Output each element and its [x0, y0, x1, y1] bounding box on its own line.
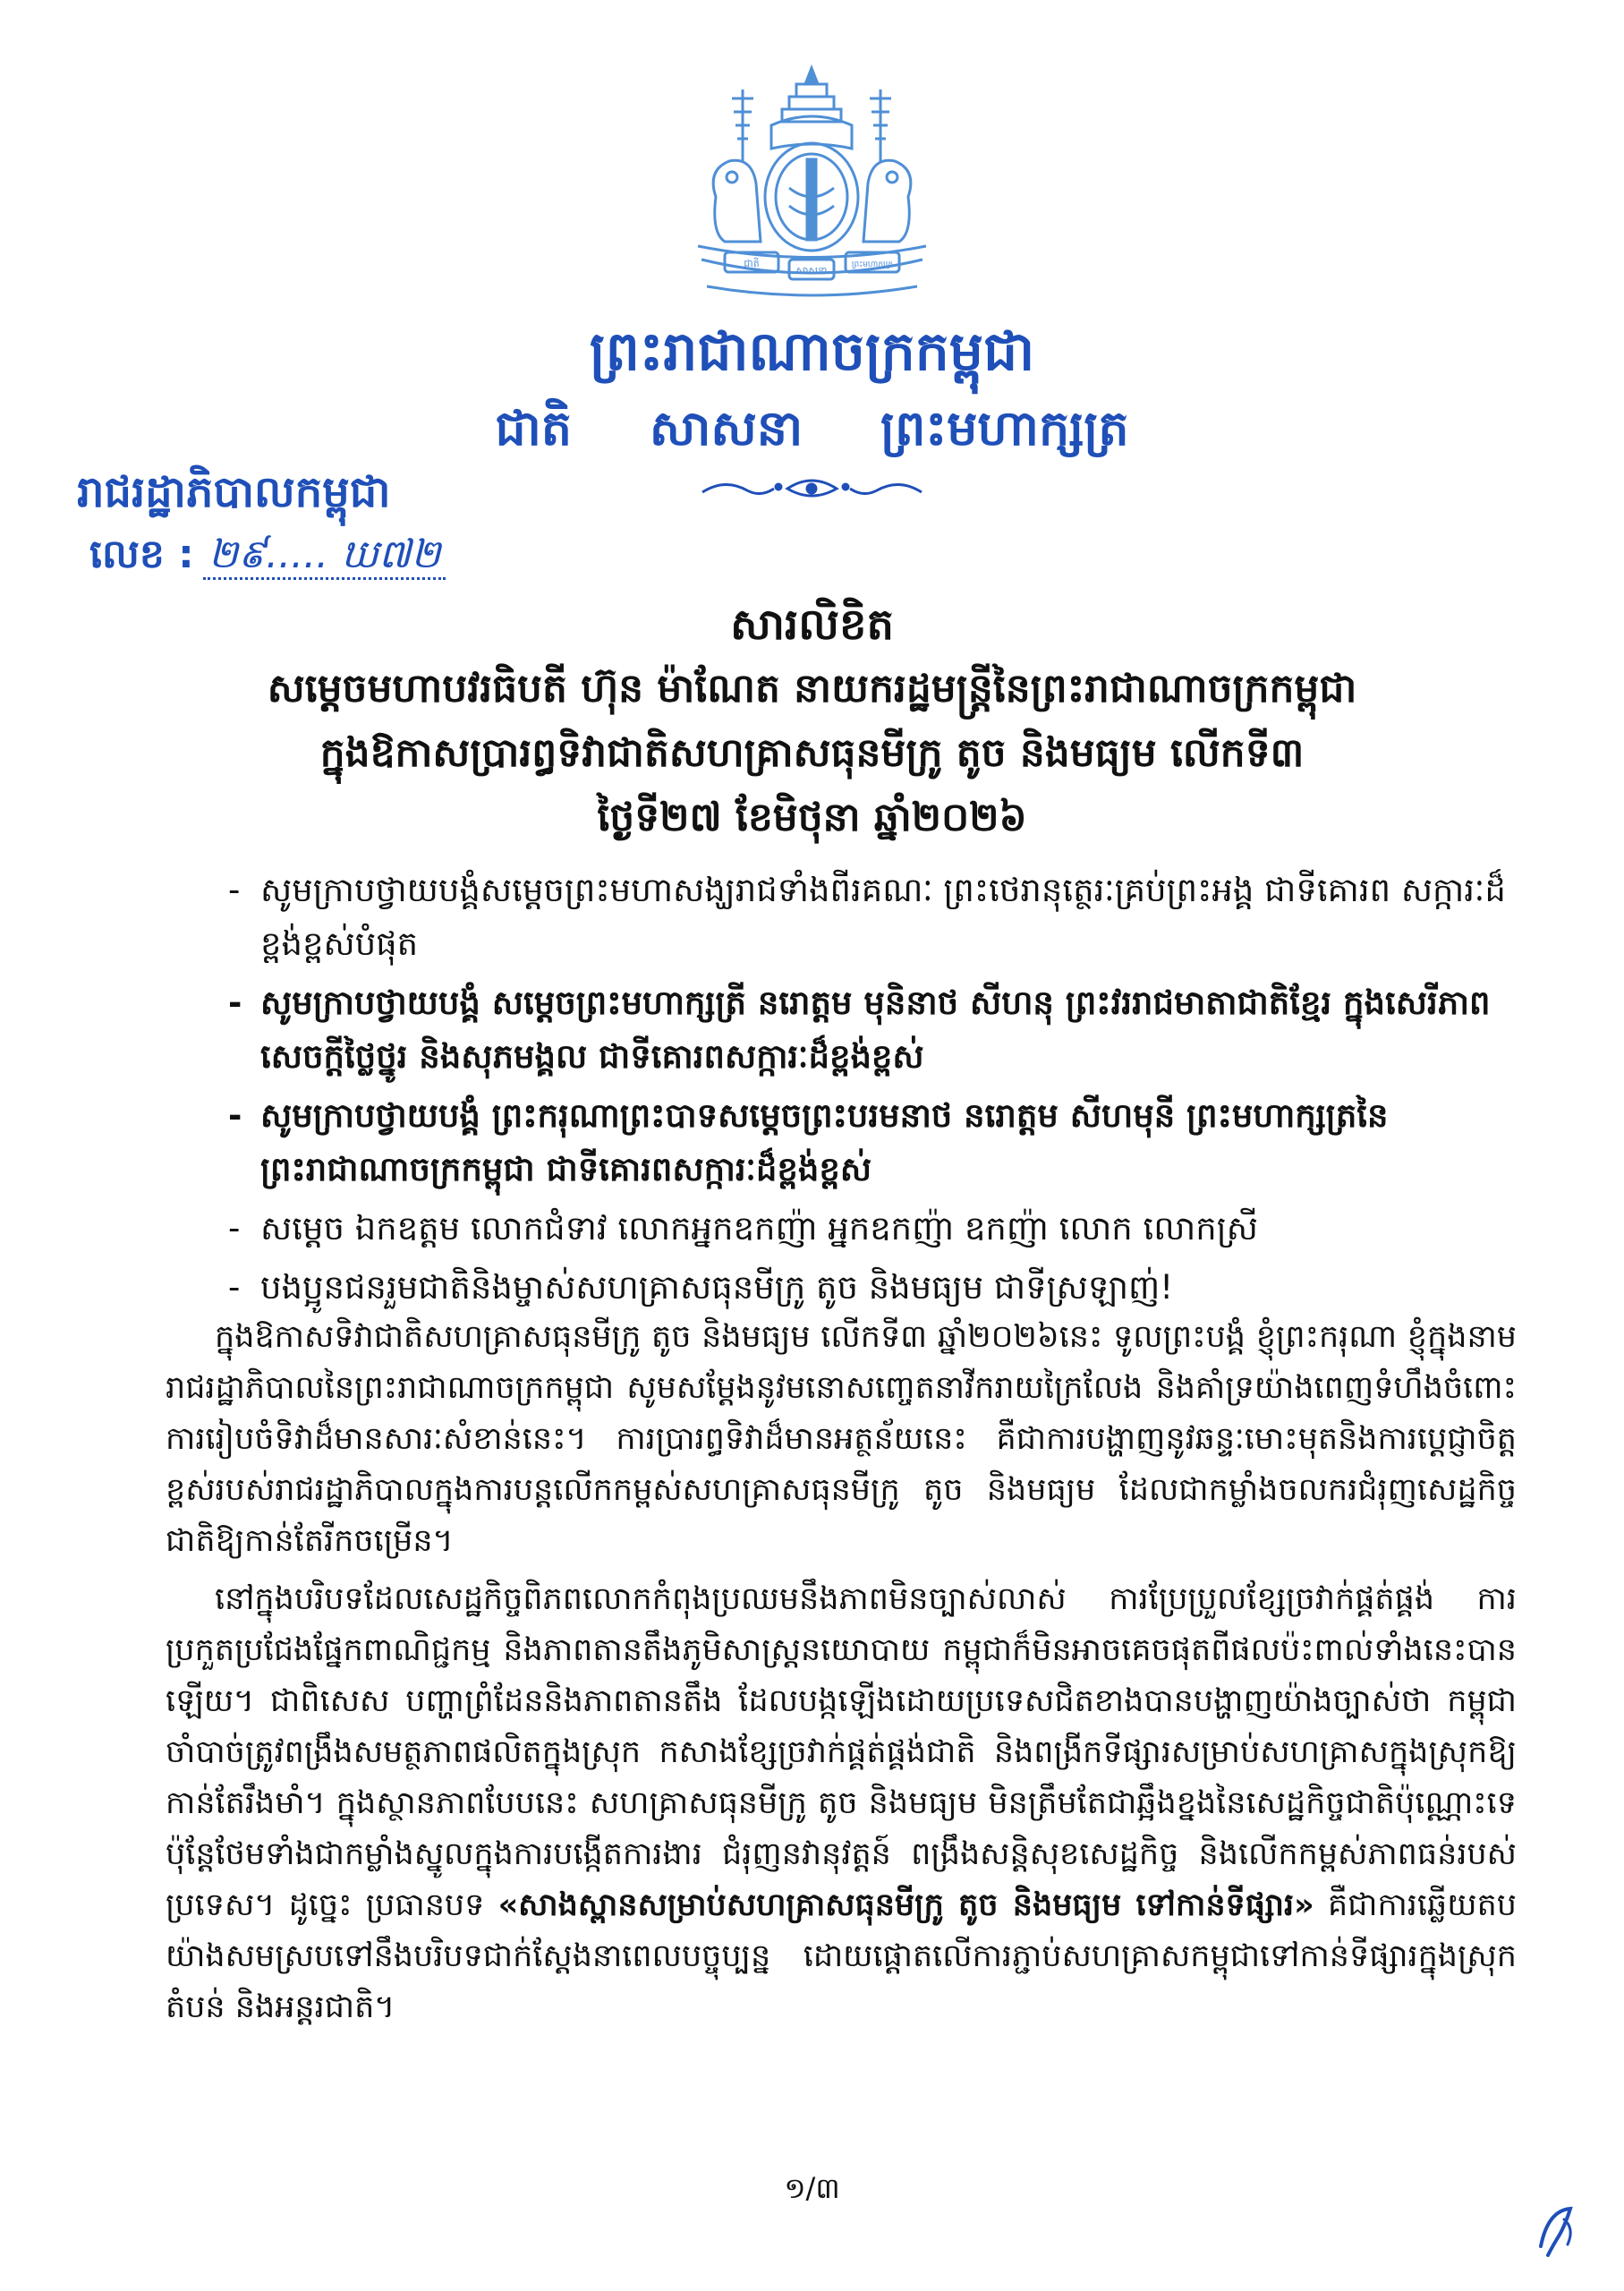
handwritten-initial-icon	[1521, 2193, 1593, 2264]
motto-religion: សាសនា	[649, 400, 803, 456]
emblem-label-king: ព្រះមហាក្សត្រ	[851, 260, 894, 269]
salutation-item: - បងប្អូនជនរួមជាតិនិងម្ចាស់សហគ្រាសធុនមីក្រូ តូច និងមធ្យម ជាទីស្រឡាញ់!	[228, 1261, 1508, 1315]
salutation-text: សម្ដេច ឯកឧត្តម លោកជំទាវ លោកអ្នកឧកញ៉ា អ្នកឧកញ៉ា ឧកញ៉ា លោក លោកស្រី	[260, 1209, 1259, 1248]
body-paragraph: ក្នុងឱកាសទិវាជាតិសហគ្រាសធុនមីក្រូ តូច និងមធ្យម លើកទី៣ ឆ្នាំ២០២៦នេះ ទូលព្រះបង្គំ ខ្ញុំព្រះករុណា ខ្ញុំក្នុងនាមរាជរដ្ឋាភិបាលនៃព្រះរាជាណាចក្រកម្ពុជា សូមសម្ដែងនូវមនោសញ្ចេតនាវីករាយក្រៃលែង និងគាំទ្រយ៉ាងពេញទំហឹងចំពោះការរៀបចំទិវាដ៏មានសារៈសំខាន់នេះ។ ការប្រារព្ធទិវាដ៏មានអត្ថន័យនេះ គឺជាការបង្ហាញនូវឆន្ទៈមោះមុតនិងការប្ដេជ្ញាចិត្តខ្ពស់របស់រាជរដ្ឋាភិបាលក្នុងការបន្តលើកកម្ពស់សហគ្រាសធុនមីក្រូ តូច និងមធ្យម ដែលជាកម្លាំងចលករជំរុញសេដ្ឋកិច្ចជាតិឱ្យកាន់តែរីកចម្រើន។	[166, 1319, 1517, 1559]
letter-heading: សារលិខិត	[730, 600, 894, 650]
salutation-text: សូមក្រាបថ្វាយបង្គំ ព្រះករុណាព្រះបាទសម្ដេចព្រះបរមនាថ នរោត្តម សីហមុនី ព្រះមហាក្សត្រនៃព្រះរាជាណាចក្រកម្ពុជា ជាទីគោរពសក្ការៈដ៏ខ្ពង់ខ្ពស់	[260, 1096, 1389, 1188]
motto-king: ព្រះមហាក្សត្រ	[880, 400, 1129, 456]
reference-label: លេខ :	[89, 532, 194, 577]
body-text: គឺជាការឆ្លើយតបយ៉ាងសមស្របទៅនឹងបរិបទជាក់ស្ដែងនាពេលបច្ចុប្បន្ន ដោយផ្ដោតលើការភ្ជាប់សហគ្រាសកម្ពុជាទៅកាន់ទីផ្សារក្នុងស្រុក តំបន់ និងអន្តរជាតិ។	[166, 1887, 1517, 2025]
letter-date: ថ្ងៃទី២៧ ខែមិថុនា ឆ្នាំ២០២៦	[597, 795, 1027, 840]
emblem-label-nation: ជាតិ	[744, 258, 760, 269]
body-paragraph	[166, 1574, 1517, 2033]
salutation-text: បងប្អូនជនរួមជាតិនិងម្ចាស់សហគ្រាសធុនមីក្រូ តូច និងមធ្យម ជាទីស្រឡាញ់!	[260, 1268, 1174, 1307]
salutation-item: - សម្ដេច ឯកឧត្តម លោកជំទាវ លោកអ្នកឧកញ៉ា អ្នកឧកញ៉ា ឧកញ៉ា លោក លោកស្រី	[228, 1202, 1508, 1256]
salutation-item: - សូមក្រាបថ្វាយបង្គំ ព្រះករុណាព្រះបាទសម្ដេចព្រះបរមនាថ នរោត្តម សីហមុនី ព្រះមហាក្សត្រនៃព្រះរាជាណាចក្រកម្ពុជា ជាទីគោរពសក្ការៈដ៏ខ្ពង់ខ្ពស់	[228, 1089, 1508, 1197]
salutation-text: សូមក្រាបថ្វាយបង្គំ សម្ដេចព្រះមហាក្សត្រី នរោត្តម មុនិនាថ សីហនុ ព្រះវររាជមាតាជាតិខ្មែរ ក្នុងសេរីភាព សេចក្ដីថ្លៃថ្នូរ និងសុភមង្គល ជាទីគោរពសក្ការៈដ៏ខ្ពង់ខ្ពស់	[260, 984, 1491, 1076]
emblem-label-religion: សាសនា	[795, 265, 828, 277]
issuing-government: រាជរដ្ឋាភិបាលកម្ពុជា	[77, 467, 391, 517]
reference-value: ២៩..... ឃ៧២	[203, 532, 446, 580]
salutation-item: - សូមក្រាបថ្វាយបង្គំ សម្ដេចព្រះមហាក្សត្រី នរោត្តម មុនិនាថ សីហនុ ព្រះវររាជមាតាជាតិខ្មែរ ក្នុងសេរីភាព សេចក្ដីថ្លៃថ្នូរ និងសុភមង្គល ជាទីគោរពសក្ការៈដ៏ខ្ពង់ខ្ពស់	[228, 976, 1508, 1084]
ornament-divider-icon	[698, 473, 926, 505]
national-motto	[0, 398, 1624, 469]
reference-number	[89, 530, 446, 587]
motto-nation: ជាតិ	[495, 400, 573, 456]
letter-title-line: ក្នុងឱកាសប្រារព្ធទិវាជាតិសហគ្រាសធុនមីក្រូ តូច និងមធ្យម លើកទី៣	[319, 730, 1305, 776]
kingdom-title: ព្រះរាជាណាចក្រកម្ពុជា	[589, 320, 1035, 383]
body-text: នៅក្នុងបរិបទដែលសេដ្ឋកិច្ចពិភពលោកកំពុងប្រឈមនឹងភាពមិនច្បាស់លាស់ ការប្រែប្រួលខ្សែច្រវាក់ផ្គត់ផ្គង់ ការប្រកួតប្រជែងផ្នែកពាណិជ្ជកម្ម និងភាពតានតឹងភូមិសាស្ត្រនយោបាយ កម្ពុជាក៏មិនអាចគេចផុតពីផលប៉ះពាល់ទាំងនេះបានឡើយ។ ជាពិសេស បញ្ហាព្រំដែននិងភាពតានតឹង ដែលបង្កឡើងដោយប្រទេសជិតខាងបានបង្ហាញយ៉ាងច្បាស់ថា កម្ពុជាចាំបាច់ត្រូវពង្រឹងសមត្ថភាពផលិតក្នុងស្រុក កសាងខ្សែច្រវាក់ផ្គត់ផ្គង់ជាតិ និងពង្រីកទីផ្សារសម្រាប់សហគ្រាសក្នុងស្រុកឱ្យកាន់តែរឹងមាំ។ ក្នុងស្ថានភាពបែបនេះ សហគ្រាសធុនមីក្រូ តូច និងមធ្យម មិនត្រឹមតែជាឆ្អឹងខ្នងនៃសេដ្ឋកិច្ចជាតិប៉ុណ្ណោះទេ ប៉ុន្តែថែមទាំងជាកម្លាំងស្នូលក្នុងការបង្កើតការងារ ជំរុញនវានុវត្តន៍ ពង្រឹងសន្តិសុខសេដ្ឋកិច្ច និងលើកកម្ពស់ភាពធន់របស់ប្រទេស។ ដូច្នេះ ប្រធានបទ	[166, 1581, 1517, 1923]
letter-title-line: សម្ដេចមហាបវរធិបតី ហ៊ុន ម៉ាណែត នាយករដ្ឋមន្ត្រីនៃព្រះរាជាណាចក្រកម្ពុជា	[267, 666, 1357, 711]
theme-title: «សាងស្ពានសម្រាប់សហគ្រាសធុនមីក្រូ តូច និងមធ្យម ទៅកាន់ទីផ្សារ»	[497, 1887, 1314, 1923]
salutation-text: សូមក្រាបថ្វាយបង្គំសម្ដេចព្រះមហាសង្ឃរាជទាំងពីរគណៈ ព្រះថេរានុត្ថេរៈគ្រប់ព្រះអង្គ ជាទីគោរព សក្ការៈដ៏ខ្ពង់ខ្ពស់បំផុត	[260, 871, 1506, 963]
salutation-item: - សូមក្រាបថ្វាយបង្គំសម្ដេចព្រះមហាសង្ឃរាជទាំងពីរគណៈ ព្រះថេរានុត្ថេរៈគ្រប់ព្រះអង្គ ជាទីគោរព សក្ការៈដ៏ខ្ពង់ខ្ពស់បំផុត	[228, 864, 1508, 971]
letter-title-block	[0, 592, 1624, 850]
letter-body	[166, 1312, 1517, 2040]
royal-emblem-icon	[689, 63, 935, 304]
salutation-list	[228, 864, 1508, 1320]
page-number: ១/៣	[784, 2171, 840, 2205]
